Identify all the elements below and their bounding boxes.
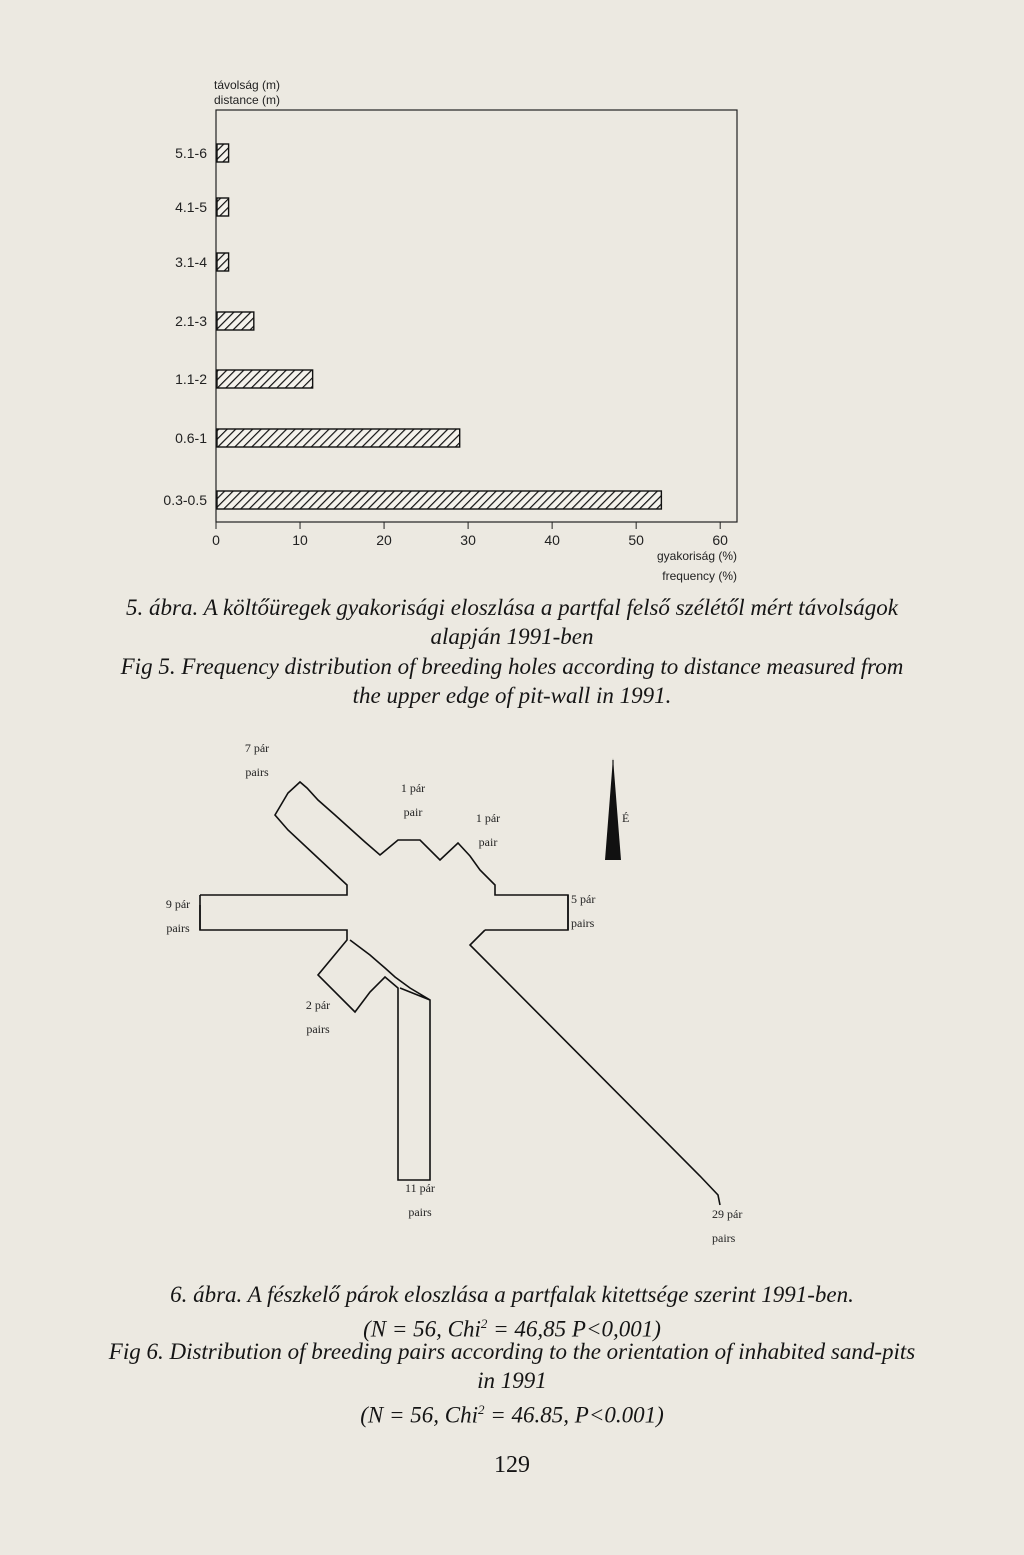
pair-unit-label: pair <box>403 805 423 819</box>
north-arrow-icon <box>605 758 621 860</box>
fig6-caption-en: Fig 6. Distribution of breeding pairs according to the orientation of inhabited sand-pits in 1991 (N = 56, Chi$^2$ = 46.85, P<0.001) <box>108 1339 916 1428</box>
x-tick-label: 30 <box>460 532 476 548</box>
bar-4.1-5 <box>217 198 229 216</box>
pair-count-label: 9 pár <box>165 897 191 911</box>
fig6-star-lower-outline <box>200 905 720 1205</box>
bar-1.1-2 <box>217 370 313 388</box>
fig5-chart <box>0 70 1024 670</box>
pair-count-label: 5 pár <box>571 892 596 906</box>
pair-count-label: 7 pár <box>244 741 270 755</box>
pair-unit-label: pair <box>478 835 498 849</box>
bar-5.1-6 <box>217 144 229 162</box>
pair-unit-label: pairs <box>571 916 595 930</box>
x-tick-label: 20 <box>376 532 392 548</box>
x-axis-title-hu: gyakoriság (%) <box>656 549 737 563</box>
fig5-caption-en: Fig 5. Frequency distribution of breeding holes according to distance measured from the upper edge of pit-wall in 1991. <box>120 654 904 708</box>
fig6-caption-hu: 6. ábra. A fészkelő párok eloszlása a partfalak kitettsége szerint 1991-ben. (N = 56, Chi$^2$ = 46,85 P<0,001) <box>170 1282 854 1342</box>
fig6-diagram <box>0 730 1024 1270</box>
fig5-caption-hu: 5. ábra. A költőüregek gyakorisági eloszlása a partfal felső szélétől mért távolságok alapján 1991-ben <box>126 595 898 649</box>
pair-count-label: 2 pár <box>305 998 331 1012</box>
y-tick-label: 3.1-4 <box>175 254 207 270</box>
y-tick-label: 2.1-3 <box>175 313 207 329</box>
y-tick-label: 4.1-5 <box>175 199 207 215</box>
plot-frame <box>216 110 737 522</box>
x-axis-title-en: frequency (%) <box>662 569 737 583</box>
y-axis-title-hu: távolság (m) <box>214 78 281 92</box>
pair-unit-label: pairs <box>306 1022 330 1036</box>
bar-2.1-3 <box>217 312 254 330</box>
pair-count-label: 1 pár <box>475 811 501 825</box>
y-tick-label: 5.1-6 <box>175 145 207 161</box>
x-tick-label: 50 <box>628 532 644 548</box>
y-tick-label: 1.1-2 <box>175 371 207 387</box>
bar-0.6-1 <box>217 429 460 447</box>
x-tick-label: 60 <box>712 532 728 548</box>
x-tick-label: 40 <box>544 532 560 548</box>
pair-unit-label: pairs <box>166 921 190 935</box>
pair-count-label: 1 pár <box>400 781 426 795</box>
pair-count-label: 11 pár <box>405 1181 435 1195</box>
x-tick-label: 10 <box>292 532 308 548</box>
x-tick-label: 0 <box>212 532 220 548</box>
y-tick-label: 0.6-1 <box>175 430 207 446</box>
fig6-star-upper-outline <box>200 782 568 930</box>
page-number: 129 <box>494 1452 530 1478</box>
pair-unit-label: pairs <box>712 1231 736 1245</box>
bar-3.1-4 <box>217 253 229 271</box>
pair-count-label: 29 pár <box>712 1207 743 1221</box>
pair-unit-label: pairs <box>245 765 269 779</box>
north-label: É <box>622 811 630 825</box>
bar-0.3-0.5 <box>217 491 661 509</box>
y-axis-title-en: distance (m) <box>214 93 281 107</box>
pair-unit-label: pairs <box>408 1205 432 1219</box>
y-tick-label: 0.3-0.5 <box>163 492 207 508</box>
